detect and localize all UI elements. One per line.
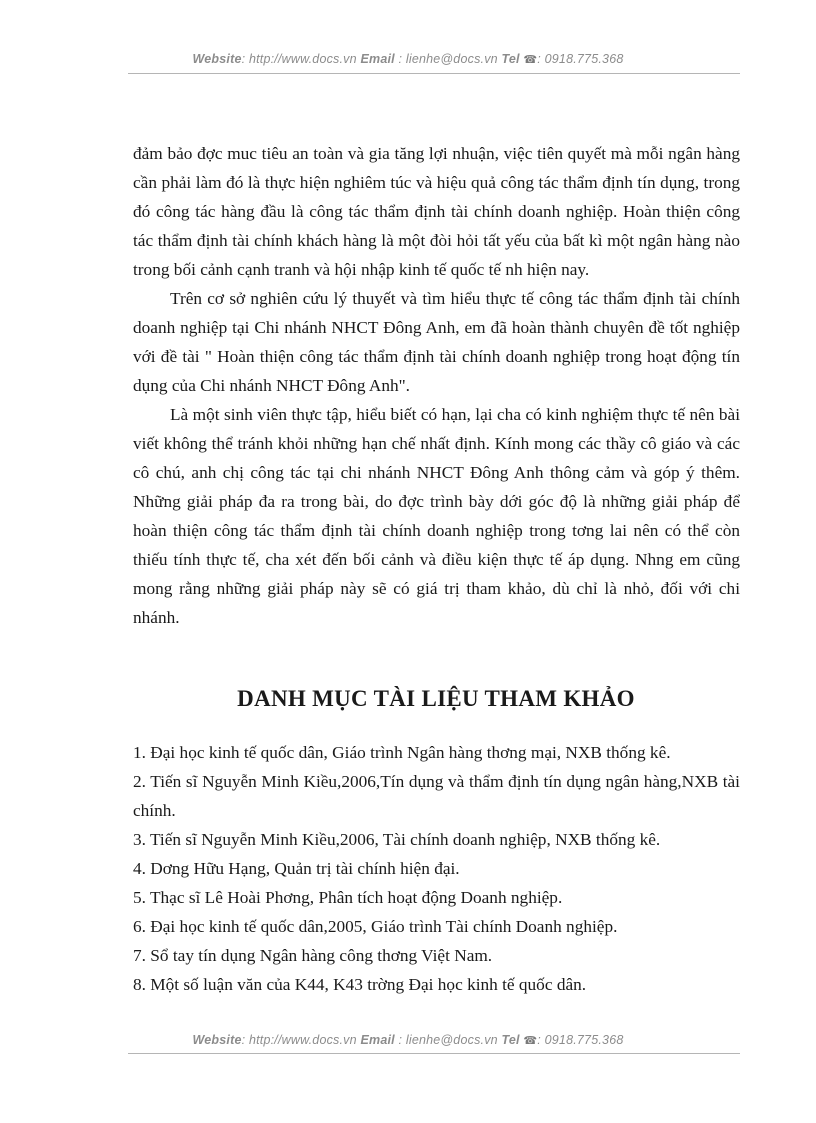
- website-label: Website: [192, 52, 242, 66]
- reference-item-4: 4. Dơng Hữu Hạng, Quản trị tài chính hiện đại.: [133, 859, 460, 878]
- body-paragraph-2: Trên cơ sở nghiên cứu lý thuyết và tìm hiểu thực tế công tác thẩm định tài chính doanh nghiệp tại Chi nhánh NHCT Đông Anh, em đã hoàn thành chuyên đề tốt nghiệp với đề tài " Hoàn thiện công tác thẩm định tài chính doanh nghiệp trong hoạt động tín dụng của Chi nhánh NHCT Đông Anh".: [133, 289, 740, 395]
- body-paragraph-1: đảm bảo đợc muc tiêu an toàn và gia tăng lợi nhuận, việc tiên quyết mà mỗi ngân hàng cần phải làm đó là thực hiện nghiêm túc và hiệu quả công tác thẩm định tín dụng, trong đó công tác hàng đầu là công tác thẩm định tài chính doanh nghiệp. Hoàn thiện công tác thẩm định tài chính khách hàng là một đòi hỏi tất yếu của bất kì một ngân hàng nào trong bối cảnh cạnh tranh và hội nhập kinh tế quốc tế nh hiện nay.: [133, 144, 740, 279]
- reference-item-5: 5. Thạc sĩ Lê Hoài Phơng, Phân tích hoạt động Doanh nghiệp.: [133, 888, 563, 907]
- body-text: [133, 139, 740, 632]
- references-title: DANH MỤC TÀI LIỆU THAM KHẢO: [237, 686, 635, 711]
- footer-website-value: : http://www.docs.vn: [241, 1033, 357, 1047]
- page-footer: [0, 1033, 816, 1047]
- email-label: Email: [360, 52, 395, 66]
- reference-item-6: 6. Đại học kinh tế quốc dân,2005, Giáo trình Tài chính Doanh nghiệp.: [133, 917, 618, 936]
- footer-email-label: Email: [360, 1033, 395, 1047]
- footer-email-value: : lienhe@docs.vn: [398, 1033, 498, 1047]
- footer-tel-value: : 0918.775.368: [537, 1033, 624, 1047]
- reference-item-2: 2. Tiến sĩ Nguyễn Minh Kiều,2006,Tín dụng và thẩm định tín dụng ngân hàng,NXB tài chính.: [133, 772, 740, 820]
- tel-label: Tel: [501, 52, 520, 66]
- email-value: : lienhe@docs.vn: [398, 52, 498, 66]
- references-list: [133, 738, 740, 999]
- footer-phone-icon: ☎: [523, 1035, 538, 1047]
- footer-website-label: Website: [192, 1033, 242, 1047]
- website-value: : http://www.docs.vn: [241, 52, 357, 66]
- reference-item-1: 1. Đại học kinh tế quốc dân, Giáo trình Ngân hàng thơng mại, NXB thống kê.: [133, 743, 671, 762]
- body-paragraph-3: Là một sinh viên thực tập, hiểu biết có hạn, lại cha có kinh nghiệm thực tế nên bài viết không thể tránh khỏi những hạn chế nhất định. Kính mong các thầy cô giáo và các cô chú, anh chị công tác tại chi nhánh NHCT Đông Anh thông cảm và góp ý thêm. Những giải pháp đa ra trong bài, do đợc trình bày dới góc độ là những giải pháp để hoàn thiện công tác thẩm định tài chính doanh nghiệp trong tơng lai nên có thể còn thiếu tính thực tế, cha xét đến bối cảnh và điều kiện thực tế áp dụng. Nhng em cũng mong rằng những giải pháp này sẽ có giá trị tham khảo, dù chỉ là nhỏ, đối với chi nhánh.: [133, 405, 740, 627]
- header-rule: [128, 73, 740, 74]
- footer-tel-label: Tel: [501, 1033, 520, 1047]
- phone-icon: ☎: [523, 54, 538, 66]
- footer-rule: [128, 1053, 740, 1054]
- page-header: [0, 52, 816, 66]
- reference-item-8: 8. Một số luận văn của K44, K43 trờng Đại học kinh tế quốc dân.: [133, 975, 587, 994]
- reference-item-3: 3. Tiến sĩ Nguyễn Minh Kiều,2006, Tài chính doanh nghiệp, NXB thống kê.: [133, 830, 661, 849]
- tel-value: : 0918.775.368: [537, 52, 624, 66]
- reference-item-7: 7. Sổ tay tín dụng Ngân hàng công thơng Việt Nam.: [133, 946, 493, 965]
